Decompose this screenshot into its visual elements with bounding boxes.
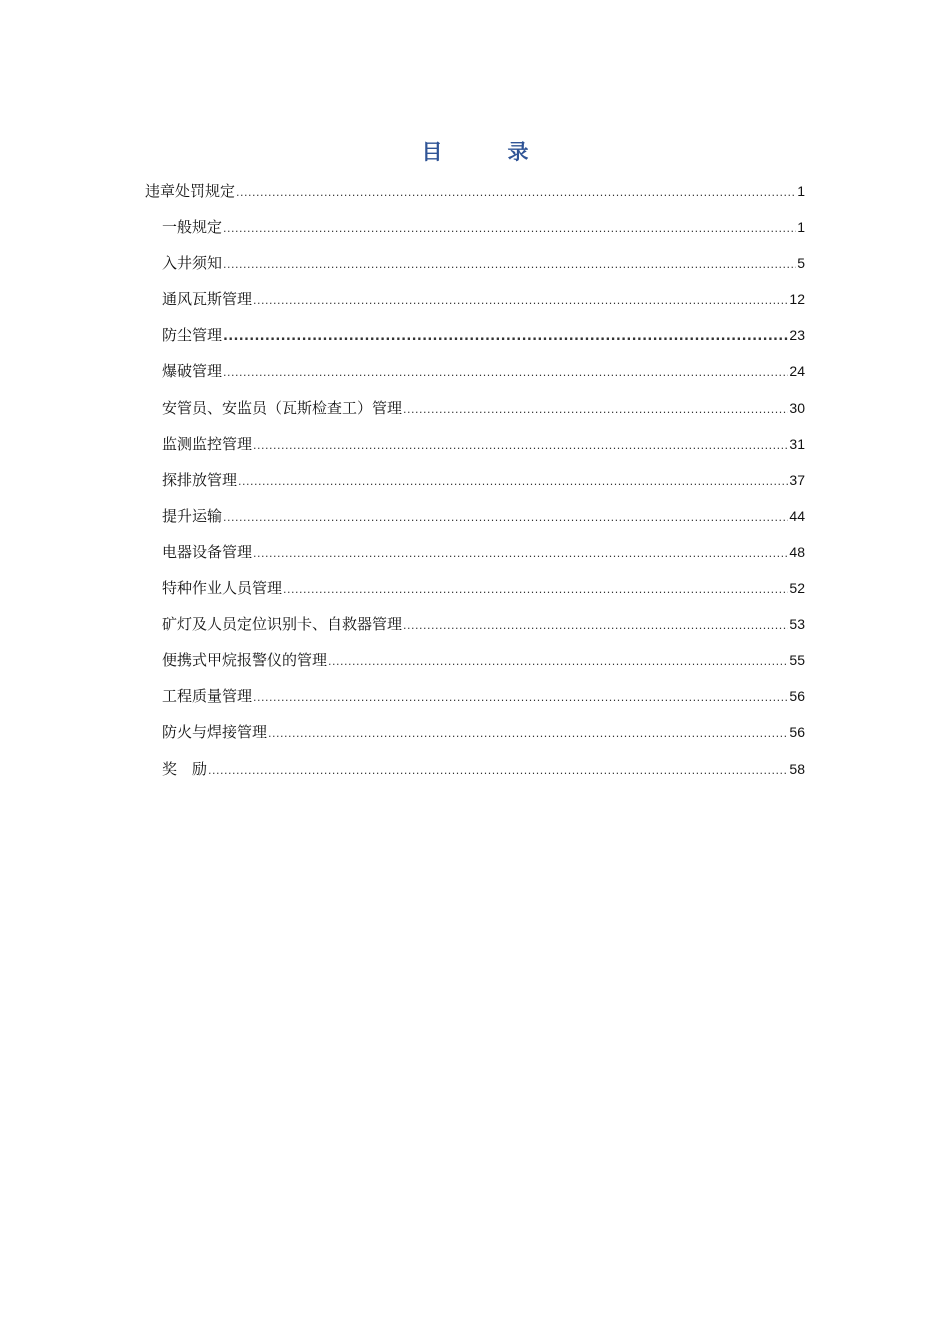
- toc-entry[interactable]: [145, 685, 805, 721]
- toc-entry-label: 监测监控管理: [162, 434, 253, 453]
- toc-entry-page: 1: [797, 219, 805, 236]
- toc-entry-page: 37: [789, 471, 805, 488]
- toc-entry[interactable]: [145, 469, 805, 505]
- toc-entry-label: 违章处罚规定: [145, 182, 236, 200]
- toc-entry-page: 5: [797, 255, 805, 272]
- toc-entry-label: 电器设备管理: [162, 542, 253, 561]
- toc-entry-label: 防火与焊接管理: [162, 723, 268, 742]
- toc-entry[interactable]: [145, 721, 805, 757]
- toc-entry[interactable]: [145, 577, 805, 613]
- toc-entry-label: 矿灯及人员定位识别卡、自救器管理: [162, 615, 403, 634]
- toc-leader-dots: [223, 218, 796, 240]
- toc-leader-dots: [268, 723, 788, 745]
- toc-entry[interactable]: [145, 324, 805, 360]
- toc-entry[interactable]: [145, 360, 805, 396]
- toc-entry-page: 12: [789, 291, 805, 308]
- toc-entry-label: 特种作业人员管理: [162, 579, 283, 598]
- toc-entry[interactable]: [145, 649, 805, 685]
- toc-entry-page: 31: [789, 435, 805, 452]
- toc-entry[interactable]: [145, 397, 805, 433]
- toc-entry[interactable]: [145, 613, 805, 649]
- toc-entry[interactable]: [145, 505, 805, 541]
- toc-entry[interactable]: [145, 288, 805, 324]
- toc-leader-dots: [253, 687, 788, 709]
- toc-entry-page: 24: [789, 363, 805, 380]
- toc-entry[interactable]: [145, 433, 805, 469]
- toc-entry-label: 便携式甲烷报警仪的管理: [162, 651, 328, 670]
- toc-leader-dots: [223, 326, 788, 348]
- toc-entry-label: 爆破管理: [162, 362, 223, 381]
- toc-entry-label: 通风瓦斯管理: [162, 290, 253, 309]
- toc-entry-label: 入井须知: [162, 254, 223, 273]
- toc-entry-page: 48: [789, 543, 805, 560]
- toc-leader-dots: [283, 579, 788, 601]
- toc-leader-dots: [253, 435, 788, 457]
- toc-entry-page: 56: [789, 688, 805, 705]
- toc-entry-page: 56: [789, 724, 805, 741]
- toc-entry-label: 防尘管理: [162, 326, 223, 345]
- toc-leader-dots: [208, 760, 788, 782]
- toc-entry-page: 44: [789, 507, 805, 524]
- toc-entry-label: 探排放管理: [162, 470, 238, 489]
- toc-leader-dots: [403, 615, 788, 637]
- toc-leader-dots: [223, 254, 796, 276]
- toc-leader-dots: [238, 471, 788, 493]
- toc-entry-page: 58: [789, 760, 805, 777]
- toc-entry-page: 53: [789, 616, 805, 633]
- toc-entry-page: 30: [789, 399, 805, 416]
- toc-leader-dots: [236, 182, 796, 204]
- toc-entry[interactable]: [145, 252, 805, 288]
- toc-entry[interactable]: [145, 216, 805, 252]
- toc-entry-label: 奖 励: [162, 759, 208, 778]
- toc-entry-label: 工程质量管理: [162, 687, 253, 706]
- toc-entry[interactable]: [145, 541, 805, 577]
- toc-entry-label: 提升运输: [162, 506, 223, 525]
- toc-leader-dots: [223, 507, 788, 529]
- toc-list: [145, 180, 805, 794]
- toc-leader-dots: [223, 362, 788, 384]
- toc-entry-page: 55: [789, 652, 805, 669]
- toc-entry-page: 23: [789, 327, 805, 344]
- toc-entry[interactable]: [145, 180, 805, 216]
- toc-entry-page: 52: [789, 580, 805, 597]
- toc-title: 目 录: [421, 139, 551, 164]
- toc-leader-dots: [253, 290, 788, 312]
- toc-entry[interactable]: [145, 758, 805, 794]
- toc-entry-label: 安管员、安监员（瓦斯检查工）管理: [162, 398, 403, 417]
- toc-entry-label: 一般规定: [162, 218, 223, 237]
- toc-leader-dots: [253, 543, 788, 565]
- toc-leader-dots: [328, 651, 788, 673]
- toc-entry-page: 1: [797, 183, 805, 199]
- toc-leader-dots: [403, 399, 788, 421]
